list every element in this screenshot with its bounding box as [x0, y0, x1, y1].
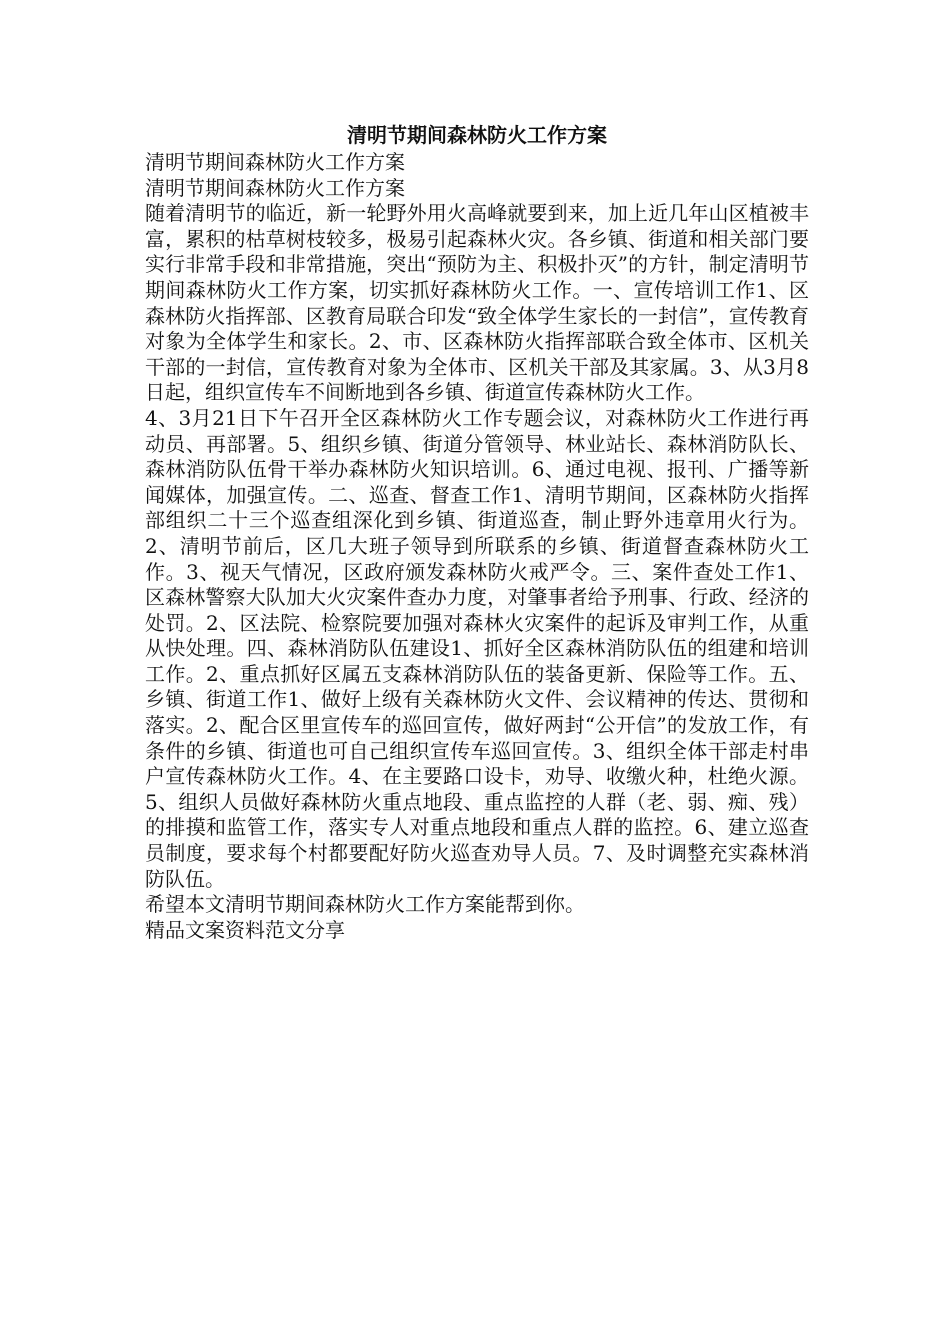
document-title: 清明节期间森林防火工作方案: [347, 123, 607, 147]
footer-line: 精品文案资料范文分享: [145, 917, 345, 942]
body-paragraph-1: 随着清明节的临近，新一轮野外用火高峰就要到来，加上近几年山区植被丰富，累积的枯草树枝较多，极易引起森林火灾。各乡镇、街道和相关部门要实行非常手段和非常措施，突出“预防为主、积极扑灭”的方针，制定清明节期间森林防火工作方案，切实抓好森林防火工作。一、宣传培训工作1、区森林防火指挥部、区教育局联合印发“致全体学生家长的一封信”，宣传教育对象为全体学生和家长。2、市、区森林防火指挥部联合致全体市、区机关干部的一封信，宣传教育对象为全体市、区机关干部及其家属。3、从3月8日起，组织宣传车不间断地到各乡镇、街道宣传森林防火工作。: [145, 201, 809, 405]
document-subtitle: 清明节期间森林防火工作方案: [145, 150, 405, 174]
body-paragraph-2: 4、3月21日下午召开全区森林防火工作专题会议，对森林防火工作进行再动员、再部署。5、组织乡镇、街道分管领导、林业站长、森林消防队长、森林消防队伍骨干举办森林防火知识培训。6、通过电视、报刊、广播等新闻媒体，加强宣传。二、巡查、督查工作1、清明节期间，区森林防火指挥部组织二十三个巡查组深化到乡镇、街道巡查，制止野外违章用火行为。2、清明节前后，区几大班子领导到所联系的乡镇、街道督查森林防火工作。3、视天气情况，区政府颁发森林防火戒严令。三、案件查处工作1、区森林警察大队加大火灾案件查办力度，对肇事者给予刑事、行政、经济的处罚。2、区法院、检察院要加强对森林火灾案件的起诉及审判工作，从重从快处理。四、森林消防队伍建设1、抓好全区森林消防队伍的组建和培训工作。2、重点抓好区属五支森林消防队伍的装备更新、保险等工作。五、乡镇、街道工作1、做好上级有关森林防火文件、会议精神的传达、贯彻和落实。2、配合区里宣传车的巡回宣传，做好两封“公开信”的发放工作，有条件的乡镇、街道也可自己组织宣传车巡回宣传。3、组织全体干部走村串户宣传森林防火工作。4、在主要路口设卡，劝导、收缴火种，杜绝火源。5、组织人员做好森林防火重点地段、重点监控的人群（老、弱、痴、残）的排摸和监管工作，落实专人对重点地段和重点人群的监控。6、建立巡查员制度，要求每个村都要配好防火巡查劝导人员。7、及时调整充实森林消防队伍。: [145, 405, 809, 891]
document-subtitle-repeat: 清明节期间森林防火工作方案: [145, 175, 405, 200]
document-page: [145, 122, 809, 943]
closing-line: 希望本文清明节期间森林防火工作方案能帮到你。: [145, 892, 585, 917]
